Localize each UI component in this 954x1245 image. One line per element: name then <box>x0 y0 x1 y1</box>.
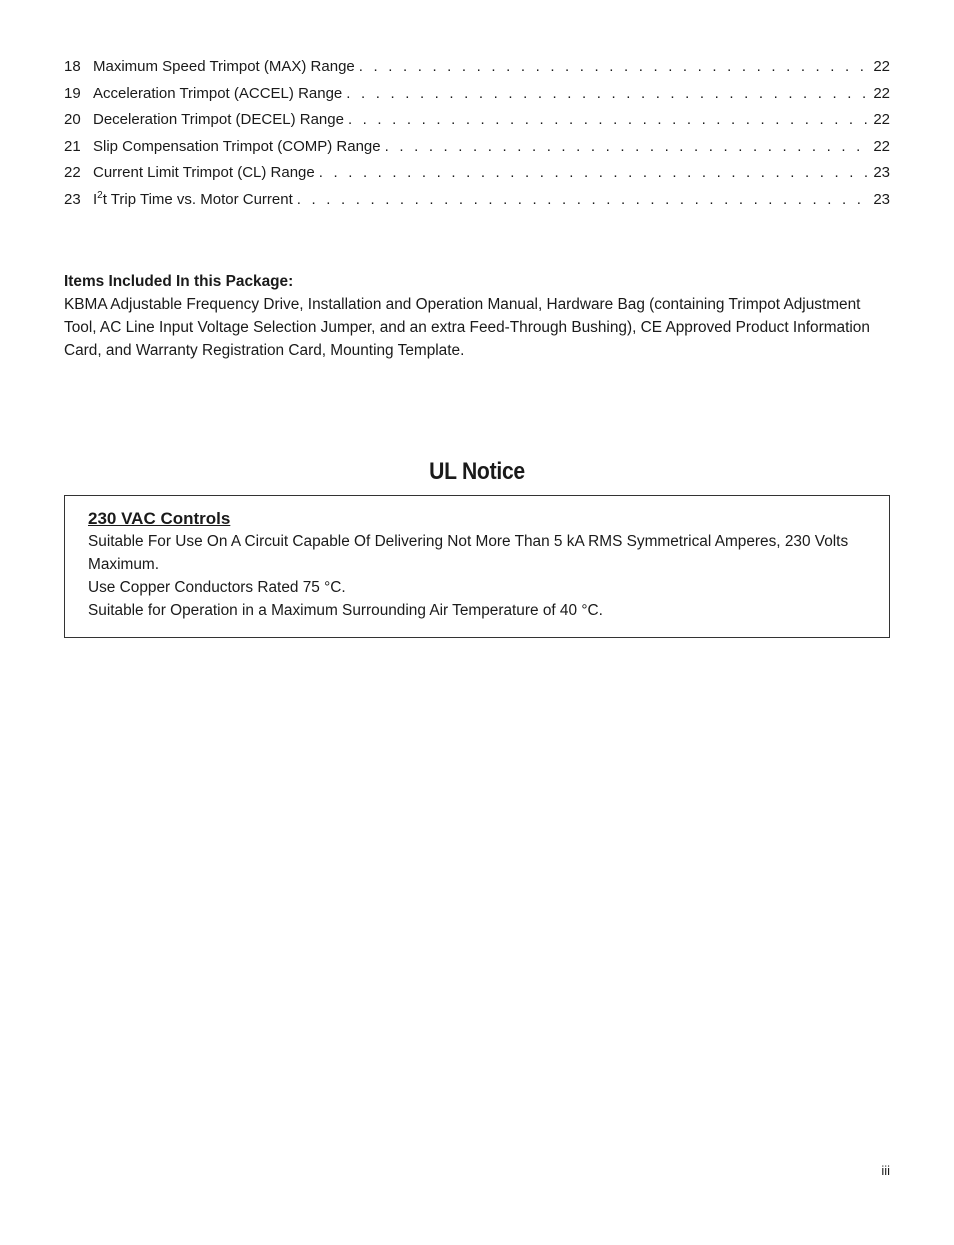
toc-dot-leader <box>348 111 870 128</box>
toc-entry-title-superscript: 2 <box>97 189 103 201</box>
toc-entry-number: 20 <box>64 111 81 128</box>
toc-dot-leader <box>346 85 870 102</box>
toc-entry <box>64 111 890 138</box>
ul-notice-title: UL Notice <box>429 458 525 485</box>
toc-dot-leader <box>319 164 871 181</box>
toc-entry-title-prefix: I <box>93 190 98 208</box>
toc-entry-page: 22 <box>873 58 890 75</box>
ul-notice-line: Suitable for Operation in a Maximum Surrounding Air Temperature of 40 °C. <box>88 602 603 619</box>
toc-entry-number: 21 <box>64 137 81 155</box>
toc-entry-title: Slip Compensation Trimpot (COMP) Range <box>93 137 381 155</box>
toc-entry-title: Acceleration Trimpot (ACCEL) Range <box>93 84 343 102</box>
toc-entry <box>64 85 890 112</box>
toc-dot-leader <box>385 138 871 155</box>
toc-entry-page: 23 <box>873 190 890 208</box>
toc-entry-title <box>93 191 297 208</box>
toc-entry-number: 22 <box>64 164 81 181</box>
toc-dot-leader <box>297 191 871 208</box>
ul-notice-line: Suitable For Use On A Circuit Capable Of Delivering Not More Than 5 kA RMS Symmetrical Amperes, 230 Volts Maximum. <box>88 533 849 573</box>
toc-entry-title: Deceleration Trimpot (DECEL) Range <box>93 111 344 128</box>
toc-dot-leader <box>359 58 871 75</box>
ul-notice-box <box>64 495 890 638</box>
package-contents-section <box>64 270 892 362</box>
toc-entry-page: 23 <box>873 164 890 181</box>
toc-entry-page: 22 <box>873 111 890 128</box>
toc-entry-title: Current Limit Trimpot (CL) Range <box>93 164 315 181</box>
table-of-contents <box>64 58 890 217</box>
toc-entry-number: 23 <box>64 190 81 208</box>
toc-entry <box>64 58 890 85</box>
toc-entry-title: Maximum Speed Trimpot (MAX) Range <box>93 58 355 75</box>
toc-entry-page: 22 <box>873 137 890 155</box>
toc-entry-page: 22 <box>873 84 890 102</box>
package-contents-body: KBMA Adjustable Frequency Drive, Installation and Operation Manual, Hardware Bag (containing Trimpot Adjustment Tool, AC Line Input Voltage Selection Jumper, and an extra Feed-Through Bushing), CE Approved Product Information Card, and Warranty Registration Card, Mounting Template. <box>64 296 870 359</box>
toc-entry <box>64 164 890 191</box>
toc-entry-number: 19 <box>64 84 81 102</box>
toc-entry <box>64 191 890 218</box>
ul-notice-box-heading: 230 VAC Controls <box>88 509 231 528</box>
toc-entry-title-suffix: t Trip Time vs. Motor Current <box>102 190 293 208</box>
page-number: iii <box>881 1163 890 1178</box>
toc-entry <box>64 138 890 165</box>
package-contents-heading: Items Included In this Package: <box>64 273 294 290</box>
ul-notice-line: Use Copper Conductors Rated 75 °C. <box>88 579 346 596</box>
toc-entry-number: 18 <box>64 58 81 75</box>
ul-notice-content <box>88 508 868 622</box>
